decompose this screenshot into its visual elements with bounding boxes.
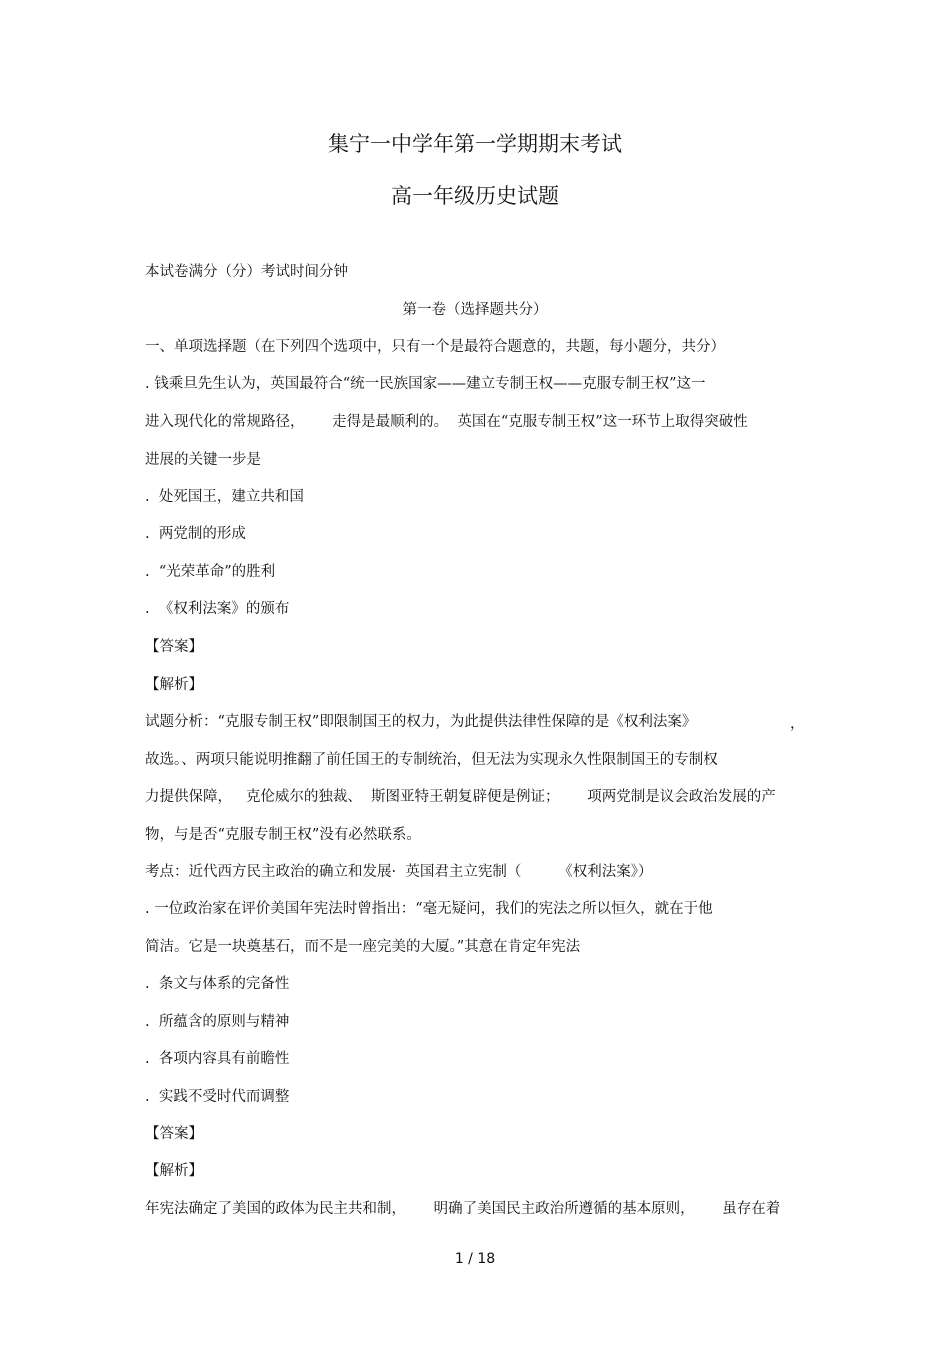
q1-option-c: . “光荣革命”的胜利 xyxy=(145,564,276,580)
q1-stem-line: . 钱乘旦先生认为，英国最符合“统一民族国家——建立专制王权——克服专制王权”这一 xyxy=(145,376,706,392)
q2-answer-label: 【答案】 xyxy=(145,1126,203,1142)
q1-option-b: . 两党制的形成 xyxy=(145,526,246,542)
q1-analysis-line: 故选。、两项只能说明推翻了前任国王的专制统治，但无法为实现永久性限制国王的专制权 xyxy=(145,752,718,768)
q1-kaodian: 考点：近代西方民主政治的确立和发展· 英国君主立宪制（ 《权利法案》） xyxy=(145,864,653,880)
q2-option-b: . 所蕴含的原则与精神 xyxy=(145,1014,290,1030)
q1-option-d: . 《权利法案》的颁布 xyxy=(145,601,290,617)
q1-analysis-label: 【解析】 xyxy=(145,677,203,693)
page-number: 1 / 18 xyxy=(454,1251,496,1267)
q1-option-a: . 处死国王，建立共和国 xyxy=(145,489,304,505)
q2-stem-line: 简洁。它是一块奠基石，而不是一座完美的大厦。”其意在肯定年宪法 xyxy=(145,939,581,955)
q2-option-a: . 条文与体系的完备性 xyxy=(145,976,290,992)
q1-analysis-comma: ， xyxy=(790,716,805,732)
page-title: 集宁一中学年第一学期期末考试 xyxy=(328,132,622,156)
q1-analysis-line: 物，与是否“克服专制王权”没有必然联系。 xyxy=(145,827,421,843)
q1-answer-label: 【答案】 xyxy=(145,639,203,655)
q1-stem-line: 进展的关键一步是 xyxy=(145,452,261,468)
q2-option-d: . 实践不受时代而调整 xyxy=(145,1089,290,1105)
q2-analysis-line: 年宪法确定了美国的政体为民主共和制， 明确了美国民主政治所遵循的基本原则， 虽存在着 xyxy=(145,1201,781,1217)
q1-stem-line: 进入现代化的常规路径， 走得是最顺利的。 英国在“克服专制王权”这一环节上取得突破性 xyxy=(145,414,748,430)
q1-analysis-line: 试题分析：“克服专制王权”即限制国王的权力，为此提供法律性保障的是《权利法案》 xyxy=(145,714,697,730)
q1-analysis-line: 力提供保障， 克伦威尔的独裁、 斯图亚特王朝复辟便是例证； 项两党制是议会政治发展的产 xyxy=(145,789,776,805)
section-title: 第一卷（选择题共分） xyxy=(402,302,548,318)
q2-stem-line: . 一位政治家在评价美国年宪法时曾指出：“毫无疑问，我们的宪法之所以恒久，就在于他 xyxy=(145,901,713,917)
page-subtitle: 高一年级历史试题 xyxy=(391,184,559,208)
exam-info: 本试卷满分（分）考试时间分钟 xyxy=(145,264,348,280)
q2-analysis-label: 【解析】 xyxy=(145,1163,203,1179)
q2-option-c: . 各项内容具有前瞻性 xyxy=(145,1051,290,1067)
instructions: 一、单项选择题（在下列四个选项中，只有一个是最符合题意的，共题，每小题分，共分） xyxy=(145,339,725,355)
